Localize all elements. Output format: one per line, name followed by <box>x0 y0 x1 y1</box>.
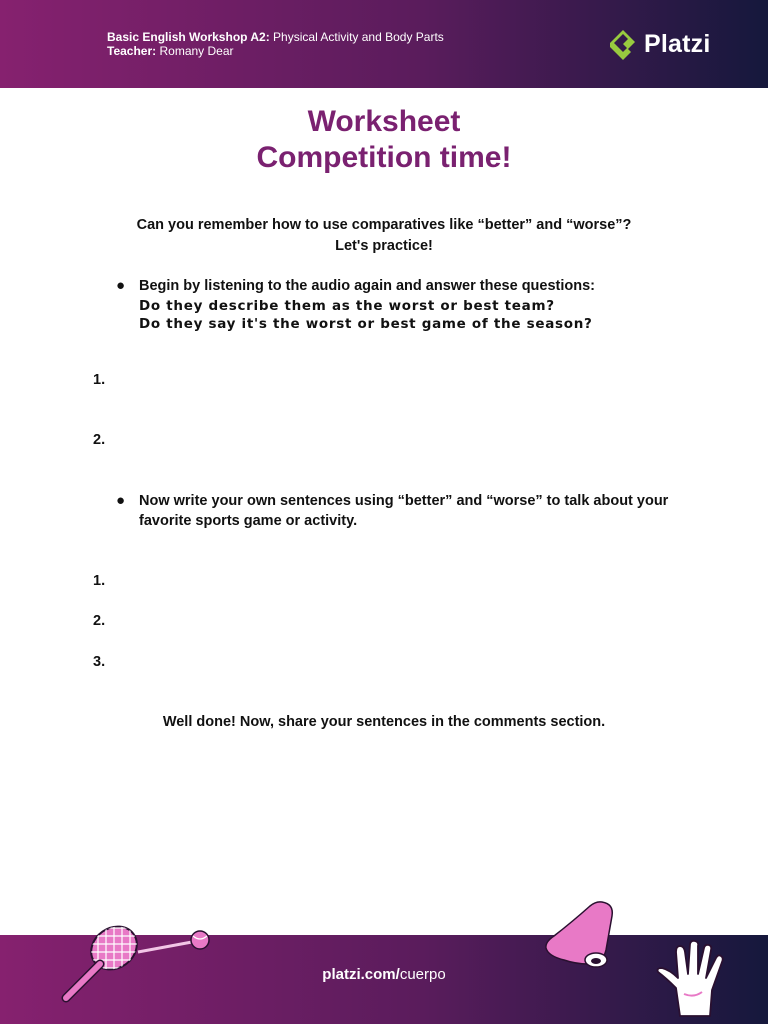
hand-icon <box>654 938 732 1018</box>
answer-number: 2. <box>93 432 106 448</box>
section1-instruction-block <box>139 276 595 334</box>
intro-prompt: Let's practice! <box>335 238 433 254</box>
teacher-name: Romany Dear <box>159 44 234 58</box>
page-subtitle: Competition time! <box>256 141 512 174</box>
sentence-number: 3. <box>93 654 106 670</box>
bullet-marker: ● <box>116 492 126 509</box>
nose-icon <box>542 898 620 976</box>
course-topic: Physical Activity and Body Parts <box>273 30 444 44</box>
section2-instruction-line2: favorite sports game or activity. <box>139 513 358 529</box>
closing-message: Well done! Now, share your sentences in the comments section. <box>162 714 606 730</box>
course-line <box>107 30 444 44</box>
section1-instruction: Begin by listening to the audio again and answer these questions: <box>139 278 596 294</box>
tennis-racket-icon <box>52 918 222 1010</box>
teacher-line <box>107 44 444 58</box>
footer-link-domain[interactable]: platzi.com/ <box>322 966 400 983</box>
platzi-logo-icon <box>608 28 638 60</box>
section1-question-2: Do they say it's the worst or best game of the season? <box>139 316 593 332</box>
sentence-number: 1. <box>93 573 106 589</box>
answer-number: 1. <box>93 372 106 388</box>
section2-instruction-line1: Now write your own sentences using “better” and “worse” to talk about your <box>139 493 669 509</box>
section2-instruction-block <box>139 491 668 531</box>
bullet-marker: ● <box>116 277 126 294</box>
sentence-number: 2. <box>93 613 106 629</box>
header-banner <box>0 0 768 88</box>
intro-question: Can you remember how to use comparatives like “better” and “worse”? <box>136 217 632 233</box>
course-info <box>107 30 444 58</box>
brand-name: Platzi <box>644 29 711 58</box>
section1-question-1: Do they describe them as the worst or best team? <box>139 298 555 314</box>
page-title: Worksheet <box>307 105 461 138</box>
course-label: Basic English Workshop A2: <box>107 30 270 44</box>
footer-link-path[interactable]: cuerpo <box>399 966 446 983</box>
teacher-label: Teacher: <box>107 44 157 58</box>
platzi-brand[interactable] <box>608 28 711 60</box>
